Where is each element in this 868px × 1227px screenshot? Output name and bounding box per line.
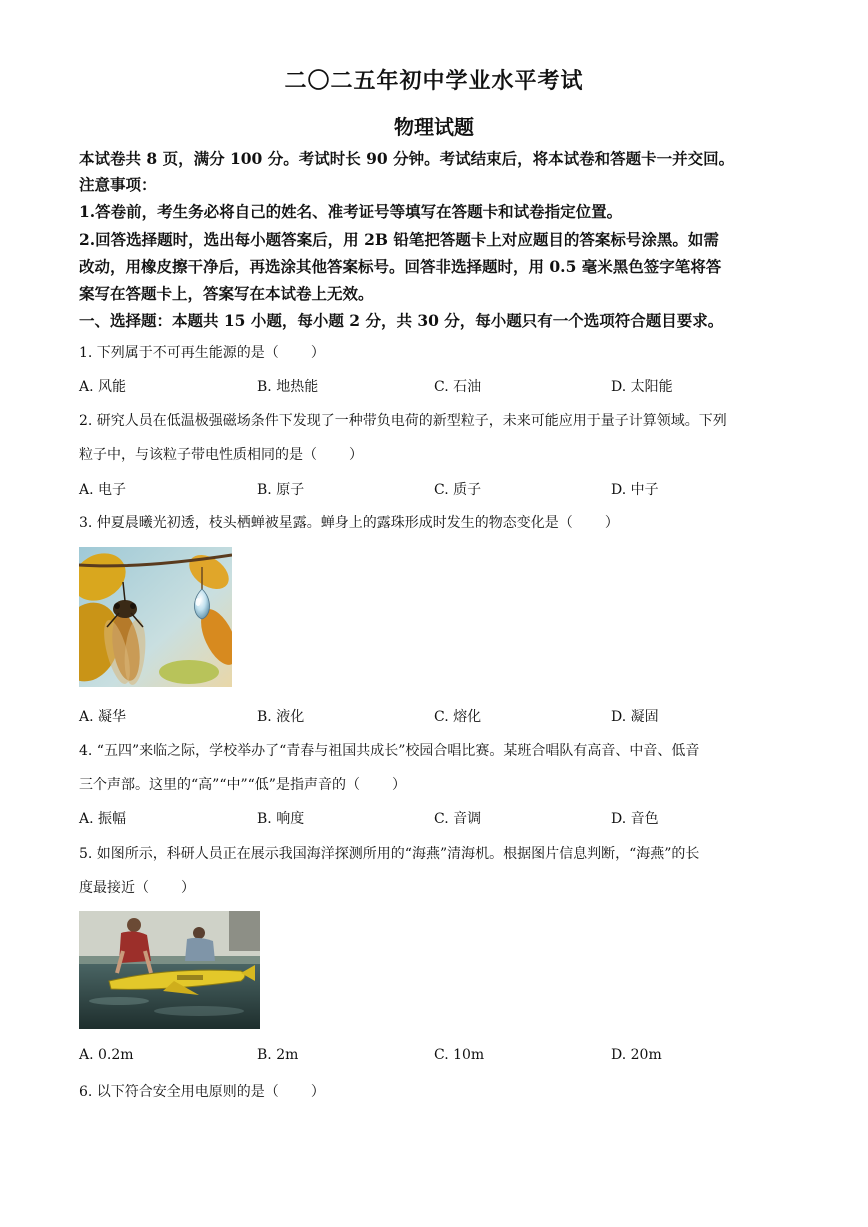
- section-heading: 一、选择题：本题共 15 小题，每小题 2 分，共 30 分，每小题只有一个选项符合题目要求。: [79, 311, 724, 330]
- notice-heading: 注意事项：: [79, 175, 157, 194]
- question-3-option-c: C. 熔化: [434, 709, 482, 725]
- question-4-option-c: C. 音调: [434, 811, 482, 827]
- question-5-option-c: C. 10m: [434, 1047, 485, 1063]
- question-2-option-c: C. 质子: [434, 482, 482, 498]
- exam-info: 本试卷共 8 页，满分 100 分。考试时长 90 分钟。考试结束后，将本试卷和答题卡一并交回。: [79, 149, 735, 168]
- question-5-option-b: B. 2m: [257, 1047, 299, 1063]
- question-4-option-a: A. 振幅: [79, 811, 127, 827]
- exam-title: 二〇二五年初中学业水平考试: [284, 68, 584, 94]
- question-3-option-a: A. 凝华: [79, 709, 127, 725]
- question-2-option-b: B. 原子: [257, 482, 305, 498]
- question-4-option-d: D. 音色: [611, 811, 659, 827]
- question-2-option-d: D. 中子: [611, 482, 659, 498]
- question-1-option-b: B. 地热能: [257, 379, 319, 395]
- question-2-stem-line-2: 粒子中，与该粒子带电性质相同的是（ ）: [79, 447, 363, 463]
- question-6-stem: 6. 以下符合安全用电原则的是（ ）: [79, 1084, 325, 1100]
- question-2-stem-line-1: 2. 研究人员在低温极强磁场条件下发现了一种带负电荷的新型粒子，未来可能应用于量子计算领域。下列: [79, 413, 727, 429]
- question-1-stem: 1. 下列属于不可再生能源的是（ ）: [79, 345, 325, 361]
- cicada-dewdrop-image: [79, 547, 232, 687]
- notice-item-2-line-3: 案写在答题卡上，答案写在本试卷上无效。: [79, 284, 374, 303]
- question-1-option-c: C. 石油: [434, 379, 482, 395]
- question-5-stem-line-2: 度最接近（ ）: [79, 880, 195, 896]
- question-3-option-d: D. 凝固: [611, 709, 659, 725]
- question-5-option-d: D. 20m: [611, 1047, 662, 1063]
- question-5-option-a: A. 0.2m: [79, 1047, 134, 1063]
- question-3-option-b: B. 液化: [257, 709, 305, 725]
- question-1-option-a: A. 风能: [79, 379, 127, 395]
- notice-item-1: 1.答卷前，考生务必将自己的姓名、准考证号等填写在答题卡和试卷指定位置。: [79, 202, 623, 221]
- question-3-stem: 3. 仲夏晨曦光初透，枝头栖蝉被星露。蝉身上的露珠形成时发生的物态变化是（ ）: [79, 515, 619, 531]
- question-4-stem-line-1: 4. “五四”来临之际，学校举办了“青春与祖国共成长”校园合唱比赛。某班合唱队有高音、中音、低音: [79, 743, 700, 759]
- question-4-stem-line-2: 三个声部。这里的“高”“中”“低”是指声音的（ ）: [79, 777, 406, 793]
- subject-title: 物理试题: [394, 115, 474, 139]
- glider-photo-image: [79, 911, 260, 1029]
- question-2-option-a: A. 电子: [79, 482, 127, 498]
- question-1-option-d: D. 太阳能: [611, 379, 673, 395]
- question-4-option-b: B. 响度: [257, 811, 305, 827]
- notice-item-2-line-2: 改动，用橡皮擦干净后，再选涂其他答案标号。回答非选择题时，用 0.5 毫米黑色签字笔将答: [79, 257, 722, 276]
- question-5-stem-line-1: 5. 如图所示，科研人员正在展示我国海洋探测所用的“海燕”清海机。根据图片信息判断，“海燕”的长: [79, 846, 700, 862]
- notice-item-2-line-1: 2.回答选择题时，选出每小题答案后，用 2B 铅笔把答题卡上对应题目的答案标号涂黑。如需: [79, 230, 719, 249]
